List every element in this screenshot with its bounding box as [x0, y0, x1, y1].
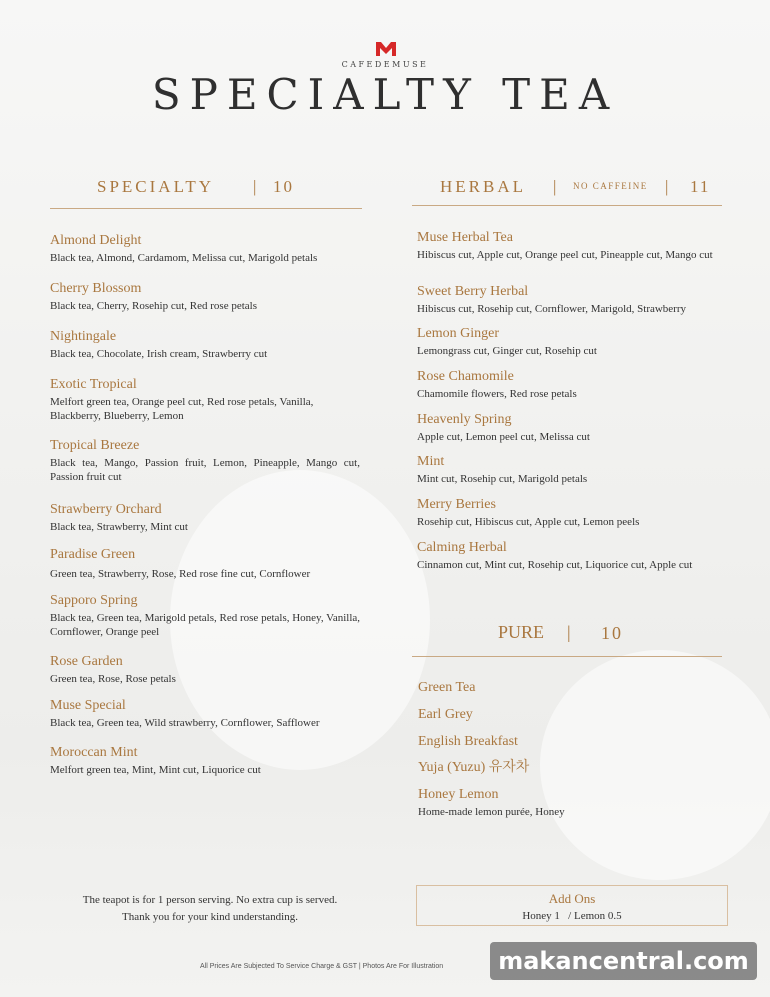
menu-item: [50, 698, 370, 730]
item-name: Almond Delight: [50, 233, 142, 248]
item-desc: Green tea, Strawberry, Rose, Red rose fine cut, Cornflower: [50, 568, 311, 580]
item-desc: Melfort green tea, Orange peel cut, Red rose petals, Vanilla, Blackberry, Blueberry, Lemon: [50, 396, 314, 422]
item-name: Yuja (Yuzu) 유자차: [418, 760, 530, 775]
item-name: Merry Berries: [417, 497, 496, 512]
item-desc: Home-made lemon purée, Honey: [418, 806, 565, 818]
item-name: Green Tea: [418, 680, 476, 695]
menu-item: [418, 760, 718, 776]
menu-item: [418, 707, 718, 723]
menu-item: [418, 734, 718, 750]
pure-rule: [412, 656, 722, 657]
item-name: Heavenly Spring: [417, 412, 512, 427]
serving-note: [40, 892, 380, 926]
specialty-title: SPECIALTY: [97, 177, 215, 196]
item-name: Cherry Blossom: [50, 281, 142, 296]
item-name: Earl Grey: [418, 707, 473, 722]
page-title: SPECIALTY TEA: [151, 70, 619, 119]
item-desc: Hibiscus cut, Apple cut, Orange peel cut, Pineapple cut, Mango cut: [417, 249, 713, 261]
addon-lemon: / Lemon 0.5: [568, 910, 622, 922]
item-desc: Black tea, Chocolate, Irish cream, Strawberry cut: [50, 348, 268, 360]
specialty-price: 10: [273, 177, 294, 196]
item-desc: Black tea, Green tea, Wild strawberry, Cornflower, Safflower: [50, 717, 320, 729]
item-desc: Rosehip cut, Hibiscus cut, Apple cut, Lemon peels: [417, 516, 640, 528]
item-name: Lemon Ginger: [417, 326, 500, 341]
menu-item: [50, 377, 360, 423]
footer-disclaimer: All Prices Are Subjected To Service Charge & GST | Photos Are For Illustration: [200, 963, 444, 970]
item-desc: Black tea, Almond, Cardamom, Melissa cut, Marigold petals: [50, 252, 318, 264]
item-name: Tropical Breeze: [50, 438, 140, 453]
menu-item: [417, 284, 737, 316]
item-desc: Apple cut, Lemon peel cut, Melissa cut: [417, 431, 590, 443]
pure-separator: |: [567, 622, 571, 642]
item-name: Paradise Green: [50, 547, 136, 562]
serving-note-line-2: Thank you for your kind understanding.: [122, 911, 298, 923]
menu-item: [50, 593, 368, 639]
item-desc: Lemongrass cut, Ginger cut, Rosehip cut: [417, 345, 597, 357]
serving-note-line-1: The teapot is for 1 person serving. No extra cup is served.: [82, 894, 338, 906]
menu-item: [417, 412, 717, 444]
item-desc: Cinnamon cut, Mint cut, Rosehip cut, Liquorice cut, Apple cut: [417, 559, 693, 571]
menu-item: [417, 326, 717, 358]
pure-price: 10: [601, 623, 623, 643]
watermark: makancentral.com: [490, 942, 757, 980]
item-desc: Black tea, Cherry, Rosehip cut, Red rose petals: [50, 300, 258, 312]
item-name: English Breakfast: [418, 734, 518, 749]
specialty-separator: |: [253, 177, 257, 196]
item-name: Nightingale: [50, 329, 117, 344]
item-name: Sapporo Spring: [50, 593, 138, 608]
menu-item: [50, 654, 360, 686]
item-desc: Chamomile flowers, Red rose petals: [417, 388, 577, 400]
menu-item: [50, 502, 360, 534]
menu-item: [417, 540, 747, 572]
brand-name: CAFEDEMUSE: [341, 60, 429, 69]
herbal-price: 11: [690, 177, 711, 196]
item-desc: Mint cut, Rosehip cut, Marigold petals: [417, 473, 588, 485]
cafe-logo-icon: [376, 42, 396, 56]
item-desc: Melfort green tea, Mint, Mint cut, Liquorice cut: [50, 764, 261, 776]
specialty-heading: [97, 177, 214, 197]
item-name: Strawberry Orchard: [50, 502, 162, 517]
addons-values: [417, 910, 727, 922]
item-name: Mint: [417, 454, 445, 469]
item-name: Muse Special: [50, 698, 126, 713]
specialty-rule: [50, 208, 362, 209]
menu-item: [418, 680, 718, 696]
menu-item: [50, 281, 360, 313]
herbal-rule: [412, 205, 722, 206]
herbal-separator: |: [553, 177, 557, 196]
item-name: Moroccan Mint: [50, 745, 138, 760]
menu-item: [417, 497, 717, 529]
item-desc: Green tea, Rose, Rose petals: [50, 673, 176, 685]
item-name: Muse Herbal Tea: [417, 230, 513, 245]
herbal-title: HERBAL: [440, 177, 526, 196]
menu-item: [417, 230, 717, 262]
pure-title: PURE: [498, 622, 545, 642]
menu-item: [50, 233, 360, 265]
menu-item: [418, 787, 718, 819]
item-name: Calming Herbal: [417, 540, 507, 555]
menu-item: [50, 329, 360, 361]
item-desc: Black tea, Mango, Passion fruit, Lemon, Pineapple, Mango cut, Passion fruit cut: [50, 457, 360, 483]
menu-item: [50, 547, 360, 581]
item-name: Exotic Tropical: [50, 377, 137, 392]
addons-box: [416, 885, 728, 926]
item-name: Sweet Berry Herbal: [417, 284, 529, 299]
item-name: Rose Chamomile: [417, 369, 514, 384]
item-desc: Black tea, Strawberry, Mint cut: [50, 521, 188, 533]
menu-item: [50, 438, 360, 484]
item-desc: Black tea, Green tea, Marigold petals, Red rose petals, Honey, Vanilla, Cornflower, Orange peel: [50, 612, 361, 638]
menu-item: [417, 369, 717, 401]
menu-item: [417, 454, 717, 486]
addons-title: Add Ons: [548, 891, 596, 906]
item-desc: Hibiscus cut, Rosehip cut, Cornflower, Marigold, Strawberry: [417, 303, 687, 315]
herbal-caffeine-note: NO CAFFEINE: [573, 181, 648, 191]
addon-honey: Honey 1: [522, 910, 560, 922]
herbal-separator-2: |: [665, 177, 669, 196]
item-name: Honey Lemon: [418, 787, 499, 802]
menu-item: [50, 745, 360, 777]
item-name: Rose Garden: [50, 654, 123, 669]
